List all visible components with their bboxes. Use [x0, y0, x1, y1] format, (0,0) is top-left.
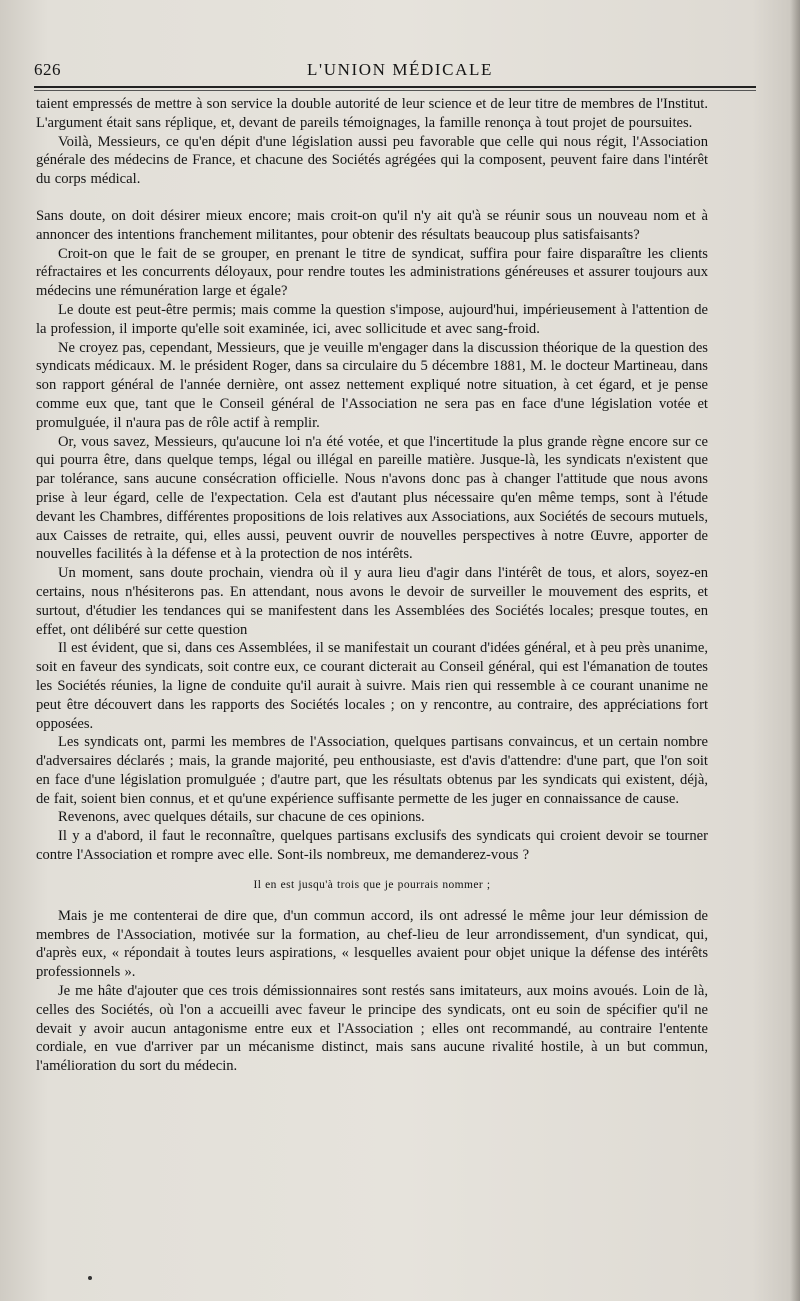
page-mark: [88, 1276, 92, 1280]
page-number: 626: [34, 60, 61, 79]
paragraph: Croit-on que le fait de se grouper, en prenant le titre de syndicat, suffira pour faire disparaître les clients réfractaires et les concurrents déloyaux, pour rendre toutes les administrations généreuses et assurer toujours aux médecins une rémunération large et égale?: [36, 245, 708, 300]
paragraph: Ne croyez pas, cependant, Messieurs, que je veuille m'engager dans la discussion théorique de la question des syndicats médicaux. M. le président Roger, dans sa circulaire du 5 décembre 1881, M. le docteur Martineau, dans son rapport général de l'année dernière, ont assez nettement expliqué notre situation, à cet égard, et je pense comme eux que, tant que le Conseil général de l'Association ne sera pas en face d'une législation votée et promulguée, il n'aura pas de rôle actif à remplir.: [36, 339, 708, 431]
paragraph: Revenons, avec quelques détails, sur chacune de ces opinions.: [58, 809, 425, 826]
paragraph: Le doute est peut-être permis; mais comme la question s'impose, aujourd'hui, impérieusement à l'attention de la profession, il importe qu'elle soit examinée, ici, avec sollicitude et avec sang-froid.: [36, 301, 708, 337]
quoted-verse: Il en est jusqu'à trois que je pourrais nommer ;: [253, 878, 491, 891]
header-rule-thin: [34, 90, 756, 91]
paragraph: Voilà, Messieurs, ce qu'en dépit d'une législation aussi peu favorable que celle qui nous régit, l'Association générale des médecins de France, et chacune des Sociétés agrégées qui la composent, peuvent faire dans l'intérêt du corps médical.: [36, 133, 708, 188]
paragraph: Les syndicats ont, parmi les membres de l'Association, quelques partisans convaincus, et un certain nombre d'adversaires déclarés ; mais, la grande majorité, peu enthousiaste, est d'avis d'attendre: d'une part, que l'on soit en face d'une législation promulguée ; d'autre part, que les résultats obtenus par les syndicats qui existent, déjà, de fait, soient bien connus, et et qu'une expérience suffisante permette de les juger en connaissance de cause.: [36, 734, 708, 807]
running-title: L'UNION MÉDICALE: [307, 60, 493, 79]
paragraph: Or, vous savez, Messieurs, qu'aucune loi n'a été votée, et que l'incertitude la plus grande règne encore sur ce qui pourra être, dans quelque temps, légal ou illégal en pareille matière. Jusque-là, les syndicats n'existent que par tolérance, sans aucune consécration officielle. Nous n'avons donc pas à changer l'attitude que nous avons prise à leur égard, celle de l'expectation. Cela est d'autant plus nécessaire qu'en même temps, sont à l'étude devant les Chambres, différentes propositions de lois relatives aux Associations, aux Sociétés de secours mutuels, aux Caisses de retraite, qui, elles aussi, peuvent ouvrir de nouvelles perspectives à notre Œuvre, apporter de nouvelles facilités à la défense et à la protection de nos intérêts.: [36, 433, 708, 563]
body-text: [36, 95, 708, 1076]
page-header: [34, 50, 766, 80]
paragraph: Je me hâte d'ajouter que ces trois démissionnaires sont restés sans imitateurs, aux moins avoués. Loin de là, celles des Sociétés, où l'on a accueilli avec faveur le principe des syndicats, ont eu soin de spécifier qu'il ne devait y avoir aucun antagonisme entre eux et l'Association ; elles ont recommandé, au contraire l'entente cordiale, en vue d'arriver par un mécanisme distinct, mais sans aucune rivalité hostile, à un but commun, l'amélioration du sort du médecin.: [36, 983, 708, 1075]
paragraph: Il est évident, que si, dans ces Assemblées, il se manifestait un courant d'idées général, et à peu près unanime, soit en faveur des syndicats, soit contre eux, ce courant dicterait au Conseil général, qui est l'émanation de toutes les Sociétés réunies, la ligne de conduite qu'il aurait à suivre. Mais rien qui ressemble à ce courant unanime ne peut être découvert dans les rapports des Sociétés locales ; on y rencontre, au contraire, des appréciations fort opposées.: [36, 640, 708, 732]
paragraph-continuation: taient empressés de mettre à son service la double autorité de leur science et de leur titre de membres de l'Institut. L'argument était sans réplique, et, devant de pareils témoignages, la famille renonça à tout projet de poursuites.: [36, 96, 708, 131]
paragraph: Sans doute, on doit désirer mieux encore; mais croit-on qu'il n'y ait qu'à se réunir sous un nouveau nom et à annoncer des intentions franchement militantes, pour obtenir des résultats beaucoup plus satisfaisants?: [36, 207, 708, 243]
header-rule: [34, 86, 756, 88]
paragraph: Mais je me contenterai de dire que, d'un commun accord, ils ont adressé le même jour leur démission de membres de l'Association, motivée sur la formation, au chef-lieu de leur arrondissement, d'un syndicat, qui, d'après eux, « répondait à toutes leurs aspirations, « lesquelles avaient pour objet unique la défense des intérêts professionnels ».: [36, 907, 708, 981]
paragraph: Un moment, sans doute prochain, viendra où il y aura lieu d'agir dans l'intérêt de tous, et alors, soyez-en certains, nous n'hésiterons pas. En attendant, nous avons le devoir de surveiller le mouvement des esprits, et surtout, d'étudier les tendances qui se manifestent dans les Assemblées des Sociétés locales; presque toutes, en effet, ont délibéré sur cette question: [36, 565, 708, 638]
page-edge-shadow: [790, 0, 800, 1301]
paragraph: Il y a d'abord, il faut le reconnaître, quelques partisans exclusifs des syndicats qui croient devoir se tourner contre l'Association et rompre avec elle. Sont-ils nombreux, me demanderez-vous ?: [36, 828, 708, 864]
